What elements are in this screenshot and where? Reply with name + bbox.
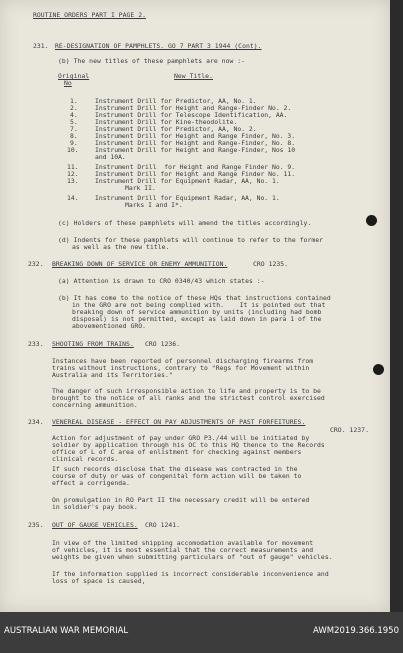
table-row-title: Instrument Drill for Height and Range Finder No. 11.: [95, 170, 296, 178]
section-234-title: VENEREAL DISEASE - EFFECT ON PAY ADJUSTMENTS OF PAST FORFEITURES.: [52, 418, 306, 426]
table-row-no: 1.: [70, 97, 78, 105]
section-234-line1: Action for adjustment of pay under GRO P3./44 will be initiated by: [52, 434, 310, 442]
table-row-title: Instrument Drill for Kine-theodolite.: [95, 118, 238, 126]
table-row-title: Instrument Drill for Height and Range Finder No. 9.: [95, 163, 296, 171]
table-row-no: 4.: [70, 111, 78, 119]
table-row-no: 14.: [67, 194, 79, 202]
table-row-title: Marks I and I*.: [125, 201, 183, 209]
punch-hole: [373, 364, 384, 375]
section-231-para-c: (c) Holders of these pamphlets will amend the titles accordingly.: [58, 219, 312, 227]
section-232-para-b-line1: (b) It has come to the notice of these HQs that instructions contained: [58, 294, 331, 302]
section-233-line5: brought to the notice of all ranks and the strictest control exercised: [52, 394, 325, 402]
table-row-no: 11.: [67, 163, 79, 171]
section-232-para-b-line2: in the GRO are not being complied with. It is pointed out that: [72, 301, 326, 309]
section-232-number: 232.: [28, 260, 44, 268]
table-row-title: Instrument Drill for Height and Range Finder, No. 3.: [95, 132, 296, 140]
section-232-para-b-line3: breaking down of service ammunition by units (including had bomb: [72, 308, 322, 316]
table-row-title: Instrument Drill for Height and Range-Finder, No. 8.: [95, 139, 296, 147]
section-232-para-b-line4: disposal) is not permitted, except as laid down in para 1 of the: [72, 315, 322, 323]
section-234-line9: in soldier's pay book.: [52, 503, 138, 511]
section-234-line2: soldier by application through his OC to this HQ thence to the Records: [52, 441, 325, 449]
section-233-line1: Instances have been reported of personnel discharging firearms from: [52, 357, 314, 365]
section-232-para-a: (a) Attention is drawn to CRO 0340/43 which states :-: [58, 277, 265, 285]
table-row-title: Instrument Drill for Equipment Radar, AA, No. 1.: [95, 194, 280, 202]
table-row-title: Instrument Drill for Predictor, AA, No. 1.: [95, 97, 257, 105]
section-232-title: BREAKING DOWN OF SERVICE OR ENEMY AMMUNITION.: [52, 260, 228, 268]
table-row-title: Instrument Drill for Height and Range-Finder, Nos 10: [95, 146, 296, 154]
section-233-line6: concerning ammunition.: [52, 401, 138, 409]
column-new-title: New Title.: [174, 72, 213, 80]
table-row-title: and 10A.: [95, 153, 126, 161]
section-234-line8: On promulgation in RO Part II the necessary credit will be entered: [52, 496, 310, 504]
section-233-line3: Australia and its Territories.": [52, 371, 173, 379]
section-235-line2: of vehicles, it is most essential that the correct measurements and: [52, 546, 314, 554]
section-233-line2: trains without instructions, contrary to "Regs for Movement within: [52, 364, 310, 372]
section-235-ref: CRO 1241.: [145, 521, 181, 529]
section-235-number: 235.: [28, 521, 44, 529]
section-234-line6: course of duty or was of congenital form action will be taken to: [52, 472, 302, 480]
footer-reference-number: AWM2019.366.1950: [313, 626, 399, 636]
section-235-line4: If the information supplied is incorrect considerable inconvenience and: [52, 570, 329, 578]
punch-hole: [366, 215, 377, 226]
column-original: Original: [58, 72, 90, 80]
table-row-no: 2.: [70, 104, 78, 112]
section-234-number: 234.: [28, 418, 44, 426]
table-row-no: 12.: [67, 170, 79, 178]
table-row-title: Instrument Drill for Equipment Radar, AA, No. 1.: [95, 177, 280, 185]
section-234-ref: CRO. 1237.: [330, 426, 369, 434]
section-233-title: SHOOTING FROM TRAINS.: [52, 340, 134, 348]
column-no: No: [64, 79, 72, 87]
section-231-para-d-line2: as well as the new title.: [72, 243, 170, 251]
section-234-line4: clinical records.: [52, 455, 119, 463]
section-234-line3: office of L of C area of enlistment for checking against members: [52, 448, 302, 456]
table-row-title: Instrument Drill for Predictor, AA, No. 2.: [95, 125, 257, 133]
table-row-no: 10.: [67, 146, 79, 154]
table-row-title: Instrument Drill for Telescope Identification, AA.: [95, 111, 288, 119]
table-row-no: 7.: [70, 125, 78, 133]
section-235-title: OUT OF GAUGE VEHICLES.: [52, 521, 138, 529]
archive-footer: [0, 612, 403, 653]
section-231-number: 231.: [33, 42, 49, 50]
section-231-para-b: (b) The new titles of these pamphlets are now :-: [58, 57, 246, 65]
section-234-line7: effect a corrigenda.: [52, 479, 130, 487]
section-231-para-d-line1: (d) Indents for these pamphlets will continue to refer to the former: [58, 236, 324, 244]
section-235-line5: loss of space is caused,: [52, 577, 146, 585]
section-232-para-b-line5: abovementioned GRO.: [72, 322, 147, 330]
section-232-ref: CRO 1235.: [253, 260, 289, 268]
section-233-number: 233.: [28, 340, 44, 348]
section-233-ref: CRO 1236.: [145, 340, 181, 348]
table-row-no: 5.: [70, 118, 78, 126]
section-231-title: RE-DESIGNATION OF PAMPHLETS. GO 7 PART 3 1944 (Cont).: [55, 42, 262, 50]
table-row-title: Mark II.: [125, 184, 156, 192]
page-header: ROUTINE ORDERS PART I PAGE 2.: [33, 11, 147, 19]
table-row-no: 8.: [70, 132, 78, 140]
section-235-line1: In view of the limited shipping accomodation available for movement: [52, 539, 314, 547]
section-235-line3: weights be given when submitting particulars of "out of gauge" vehicles.: [52, 553, 333, 561]
section-233-line4: The danger of such irresponsible action to life and property is to be: [52, 387, 321, 395]
table-row-no: 9.: [70, 139, 78, 147]
section-234-line5: If such records disclose that the disease was contracted in the: [52, 465, 298, 473]
footer-institution: AUSTRALIAN WAR MEMORIAL: [4, 626, 129, 636]
table-row-title: Instrument Drill for Height and Range-Finder No. 2.: [95, 104, 292, 112]
table-row-no: 13.: [67, 177, 79, 185]
